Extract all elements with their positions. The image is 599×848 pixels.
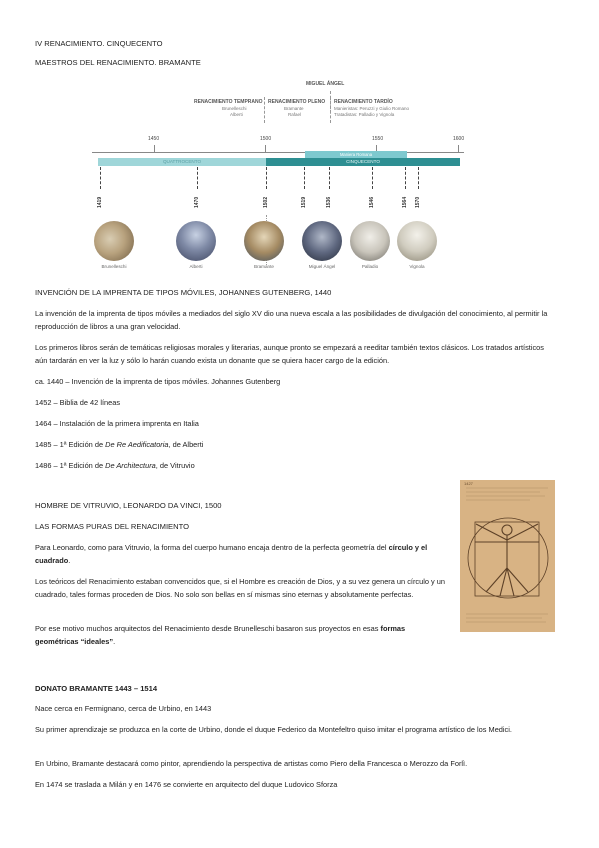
image-caption: 1427 [464,481,473,486]
architect-caption: Palladio [361,264,379,269]
doc-subtitle: MAESTROS DEL RENACIMIENTO. BRAMANTE [35,58,201,67]
period-temprano-name: Brunelleschi [222,106,247,111]
miguel-angel-photo [302,221,342,261]
paragraph: Los teóricos del Renacimiento estaban convencidos que, si el Hombre es creación de Dios, y a su vez genera un círculo y un cuadrado, tales formas proceden de Dios. No solo son bellas en sí mismas sino eternas y absolutamente perfectas. [35,577,445,599]
renaissance-timeline-figure [92,75,464,275]
period-pleno-name: Rafael [288,112,302,117]
marker-line [372,167,373,189]
list-item-text: 1464 – Instalación de la primera imprenta en Italia [35,419,199,428]
axis-tick [154,145,155,153]
period-tardio-name: Manieristas: Peruzzi y Giulio Romano [334,106,410,111]
marker-year: 1564 [402,196,408,208]
marker-line [418,167,419,189]
period-pleno: RENACIMIENTO PLENO [268,99,326,105]
marker-year: 1536 [326,196,332,208]
marker-line [197,167,198,189]
marker-year: 1419 [97,196,103,208]
period-tardio-name: Tratadistas: Palladio y Vignola [334,112,395,117]
paragraph: Nace cerca en Fermignano, cerca de Urbino, en 1443 [35,704,212,713]
list-item-text: 1485 – 1ª Edición de [35,440,106,449]
axis-year: 1600 [453,136,465,142]
quattrocento-bar [98,158,266,166]
emphasis: formas geométricas “ideales” [35,624,406,646]
list-item [35,438,555,451]
architect-caption: Alberti [189,264,203,269]
marker-year: 1570 [415,196,421,208]
period-pleno-name: Bramante [284,106,304,111]
maniera-bar-label: Maniera Romana [339,152,373,157]
timeline-top-label: MIGUEL ÁNGEL [306,81,345,87]
paragraph: Los primeros libros serán de temáticas religiosas morales y literarias, aunque pronto se empezará a reeditar también textos clásicos. Los tratados artísticos aún tardarán en ver la luz y sólo lo harán cuando exista un donante que se quiera hacer cargo de la edición. [35,343,544,365]
marker-year: 1546 [369,196,375,208]
axis-year: 1500 [260,136,272,142]
cinquecento-bar [266,158,460,166]
list-item [35,417,555,430]
marker-year: 1470 [194,196,200,208]
list-item [35,396,555,409]
axis-year: 1550 [372,136,384,142]
architect-caption: Miguel Ángel [308,264,336,269]
paragraph: Su primer aprendizaje se produzca en la corte de Urbino, donde el duque Federico da Montefeltro quiso imitar el programa artístico de los Medici. [35,725,512,734]
list-item [35,459,555,472]
paragraph: La invención de la imprenta de tipos móviles a mediados del siglo XV dio una nueva escala a las posibilidades de divulgación del conocimiento, al permitir la reproducción de libros a una gran velocidad. [35,309,548,331]
marker-line [329,167,330,189]
vitruvian-man-image [460,480,555,632]
vitruvian-man-drawing [460,480,555,632]
book-title: De Re Aedificatoria [105,440,169,449]
bramante-photo [244,221,284,261]
period-divider [330,97,331,123]
marker-line [405,167,406,189]
paragraph-text: Por ese motivo muchos arquitectos del Renacimiento desde Brunelleschi basaron sus proyectos en esas [35,624,381,633]
palladio-photo [350,221,390,261]
marker-line [266,167,267,189]
list-item-text: 1486 – 1ª Edición de [35,461,106,470]
cinquecento-bar-label: CINQUECENTO [346,159,380,164]
paragraph [35,541,453,567]
marker-year: 1519 [301,196,307,208]
axis-tick [265,145,266,153]
list-item [35,375,555,388]
maniera-bar [305,151,407,158]
book-title: De Architectura [105,461,156,470]
list-item-tail: , de Alberti [168,440,204,449]
section-heading: INVENCIÓN DE LA IMPRENTA DE TIPOS MÓVILES, JOHANNES GUTENBERG, 1440 [35,288,332,297]
emphasis: círculo y el cuadrado [35,543,428,565]
paragraph-text: . [68,556,71,565]
period-divider [264,97,265,123]
list-item-text: 1452 – Biblia de 42 líneas [35,398,121,407]
quattrocento-bar-label: QUATTROCENTO [162,159,202,164]
architect-caption: Bramante [254,264,274,269]
doc-title: IV RENACIMIENTO. CINQUECENTO [35,39,163,48]
marker-line [304,167,305,189]
axis-tick [458,145,459,153]
period-temprano: RENACIMIENTO TEMPRANO [194,99,263,105]
marker-year: 1502 [263,196,269,208]
paragraph [35,622,450,648]
list-item-tail: , de Vitruvio [155,461,195,470]
paragraph: En Urbino, Bramante destacará como pintor, aprendiendo la perspectiva de artistas como Piero della Francesca o Merozzo da Forlì. [35,759,468,768]
marker-line [100,167,101,189]
section-heading: HOMBRE DE VITRUVIO, LEONARDO DA VINCI, 1500 [35,501,222,510]
brunelleschi-photo [94,221,134,261]
paragraph-text: . [113,637,116,646]
period-temprano-name: Alberti [230,112,243,117]
section-heading: DONATO BRAMANTE 1443 – 1514 [35,684,158,693]
axis-line [92,152,464,153]
architect-caption: Vignola [409,264,425,269]
paragraph-text: Para Leonardo, como para Vitruvio, la forma del cuerpo humano encaja dentro de la perfecta geometría del [35,543,389,552]
alberti-photo [176,221,216,261]
architect-caption: Brunelleschi [101,264,127,269]
list-item-text: ca. 1440 – Invención de la imprenta de tipos móviles. Johannes Gutenberg [35,377,281,386]
axis-year: 1450 [148,136,160,142]
vignola-photo [397,221,437,261]
paragraph: En 1474 se traslada a Milán y en 1476 se convierte en arquitecto del duque Ludovico Sforza [35,780,338,789]
section-subheading: LAS FORMAS PURAS DEL RENACIMIENTO [35,522,190,531]
period-tardio: RENACIMIENTO TARDÍO [334,99,393,105]
